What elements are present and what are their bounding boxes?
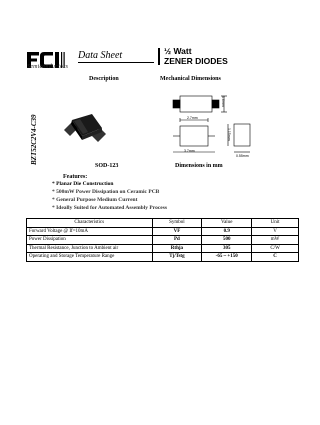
table-row xyxy=(27,244,299,253)
dimensions-caption: Dimensions in mm xyxy=(175,163,223,169)
cell-symbol: Rthja xyxy=(152,244,202,253)
cell-characteristic: Forward Voltage @ If=10mA xyxy=(27,227,153,236)
header-vertical-bar xyxy=(158,48,160,65)
cell-unit: C/W xyxy=(252,244,299,253)
part-number: BZT52C2V4-C39 xyxy=(30,114,38,165)
cell-unit: mW xyxy=(252,236,299,245)
cell-unit: V xyxy=(252,227,299,236)
dim-width: 1.15mm xyxy=(227,128,231,141)
feature-item: * Planar Die Construction xyxy=(52,181,114,187)
cell-characteristic: Power Dissipation xyxy=(27,236,153,245)
product-title-wattage: ½ Watt xyxy=(164,46,192,56)
cell-value: 305 xyxy=(202,244,252,253)
table-row xyxy=(27,236,299,245)
table-row xyxy=(27,253,299,262)
table-row xyxy=(27,227,299,236)
header-unit: Unit xyxy=(252,219,299,228)
dim-height: 1.6mm xyxy=(221,96,225,107)
description-heading: Description xyxy=(89,76,119,82)
header-symbol: Symbol xyxy=(152,219,202,228)
feature-item: * 500mW Power Dissipation on Ceramic PCB xyxy=(52,189,160,195)
package-caption: SOD-123 xyxy=(95,163,119,169)
feature-item: * Ideally Suited for Automated Assembly Process xyxy=(52,205,167,211)
cell-characteristic: Thermal Resistance, Junction to Ambient air xyxy=(27,244,153,253)
dim-body-length: 2.7mm xyxy=(187,116,198,120)
sod123-component-image xyxy=(58,108,110,150)
fci-logo xyxy=(27,47,73,77)
company-subtitle: Semiconductors xyxy=(27,64,69,70)
ratings-table xyxy=(26,218,299,262)
cell-symbol: Pd xyxy=(152,236,202,245)
cell-characteristic: Operating and Storage Temperature Range xyxy=(27,253,153,262)
document-type: Data Sheet xyxy=(78,50,123,61)
dim-pad: 0.55mm xyxy=(236,154,249,158)
cell-value: 0.9 xyxy=(202,227,252,236)
cell-value: -65 ~ +150 xyxy=(202,253,252,262)
header-value: Value xyxy=(202,219,252,228)
product-title: ZENER DIODES xyxy=(164,56,228,66)
table-header-row xyxy=(27,219,299,228)
header-characteristics: Characteristics xyxy=(27,219,153,228)
mechanical-drawing xyxy=(158,86,268,162)
dim-lead-span: 3.7mm xyxy=(184,149,195,153)
header-divider xyxy=(78,62,154,63)
mechanical-heading: Mechanical Dimensions xyxy=(160,76,221,82)
cell-value: 500 xyxy=(202,236,252,245)
cell-symbol: Tj/Tstg xyxy=(152,253,202,262)
cell-symbol: VF xyxy=(152,227,202,236)
feature-item: * General Purpose Medium Current xyxy=(52,197,138,203)
cell-unit: C xyxy=(252,253,299,262)
part-number-vertical xyxy=(28,95,40,165)
features-heading: Features: xyxy=(63,174,88,180)
